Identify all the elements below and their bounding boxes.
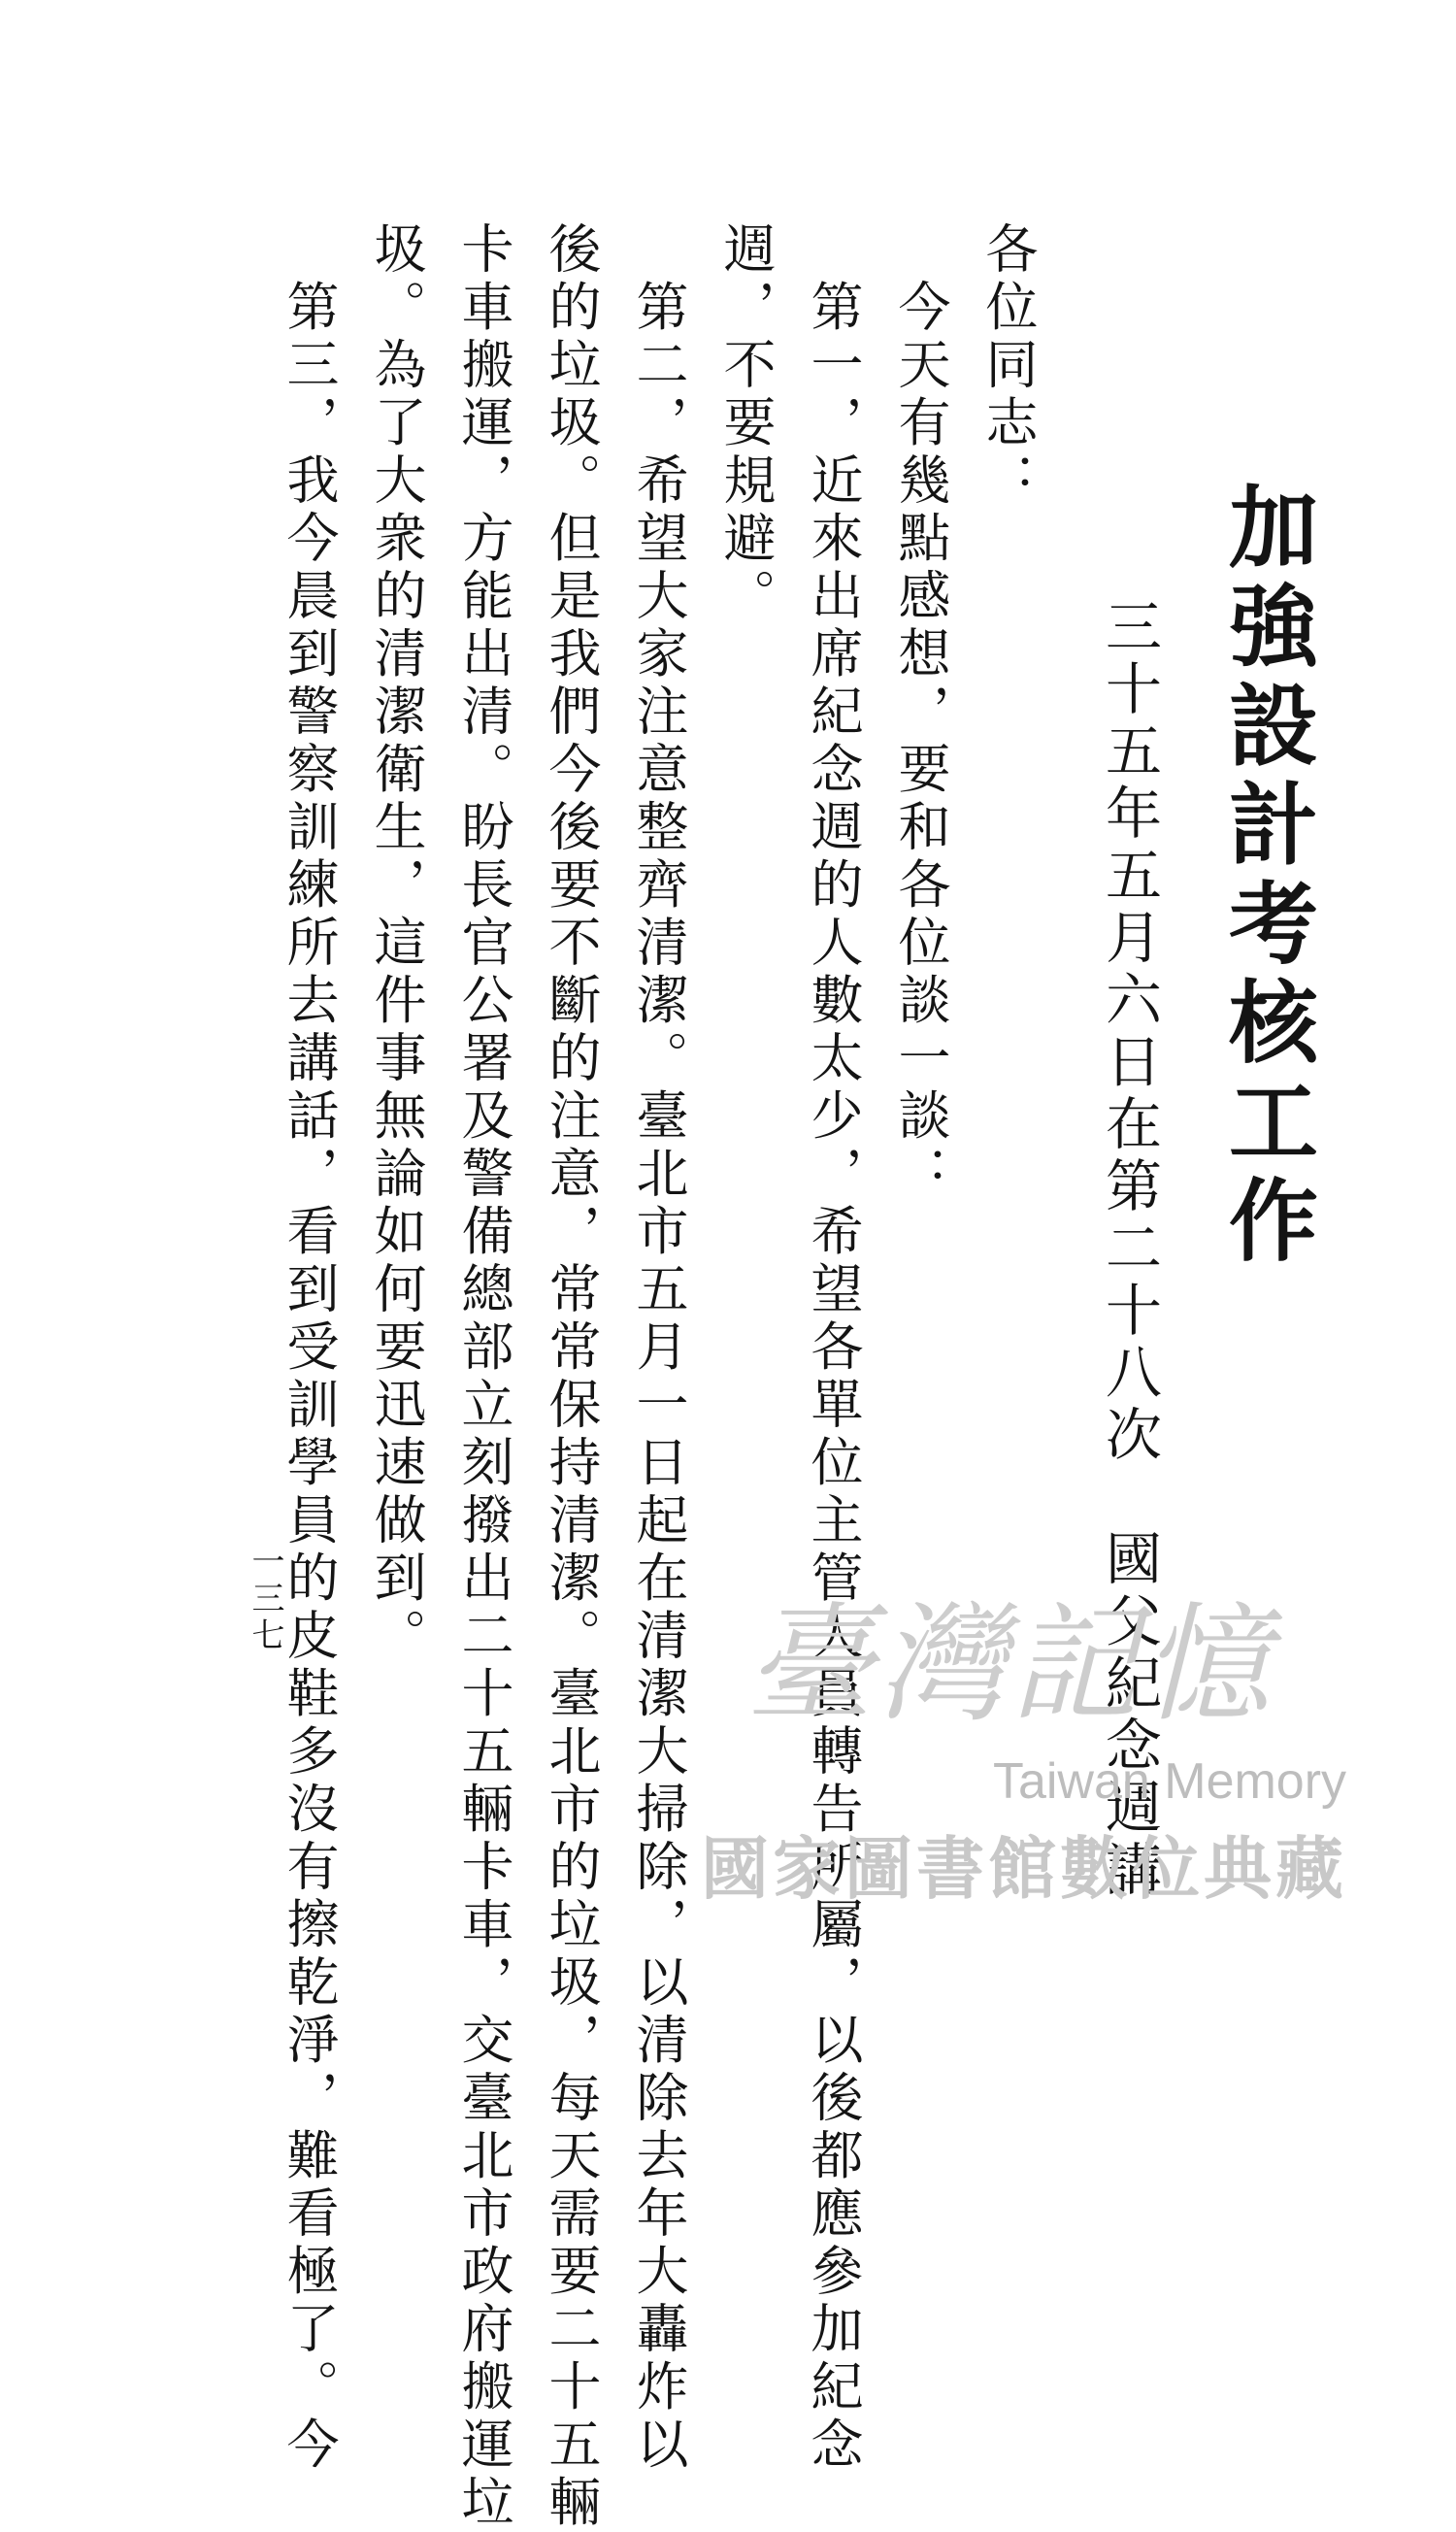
watermark-chinese-text: 國家圖書館數位典藏 [701,1829,1347,1909]
body-column-1: 各位同志： [977,221,1039,511]
body-column-9: 第三，我今晨到警察訓練所去講話，看到受訓學員的皮鞋多沒有擦乾淨，難看極了。今 [279,221,340,2475]
body-column-5: 第二，希望大家注意整齊清潔。臺北市五月一日起在清潔大掃除，以清除去年大轟炸以 [628,221,689,2475]
body-column-6: 後的垃圾。但是我們今後要不斷的注意，常常保持清潔。臺北市的垃圾，每天需要二十五輛 [541,221,602,2532]
watermark-english-text: Taiwan Memory [992,1753,1347,1810]
page-subtitle: 三十五年五月六日在第二十八次 國父紀念週講 [1096,597,1162,1902]
body-column-2: 今天有幾點感想，要和各位談一談： [890,221,951,1204]
body-column-8: 圾。為了大衆的清潔衛生，這件事無論如何要迅速做到。 [366,221,427,1666]
body-column-7: 卡車搬運，方能出清。盼長官公署及警備總部立刻撥出二十五輛卡車，交臺北市政府搬運垃 [453,221,514,2532]
body-column-3: 第一，近來出席紀念週的人數太少，希望各單位主管人員轉告所屬，以後都應參加紀念 [803,221,864,2475]
watermark-logo [675,1592,1373,1942]
page-number: 一三七 [246,1544,284,1654]
page-title: 加強設計考核工作 [1214,481,1319,1273]
watermark-script-text: 臺灣記憶 [745,1590,1274,1740]
body-column-4: 週，不要規避。 [715,221,777,626]
